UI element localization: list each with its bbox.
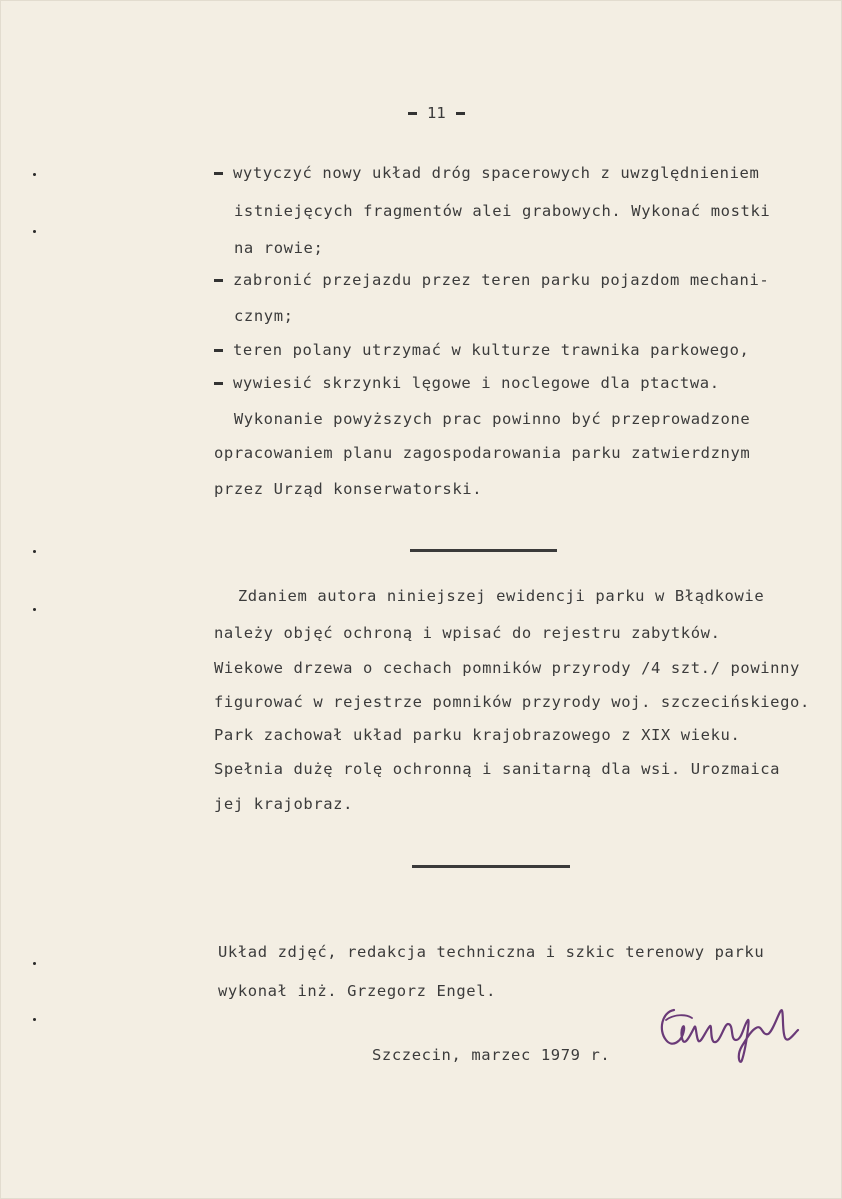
- edge-mark: [33, 550, 36, 553]
- edge-mark: [33, 230, 36, 233]
- bullet-text: wywiesić skrzynki lęgowe i noclegowe dla ptactwa.: [233, 374, 720, 392]
- bullet-item: [214, 374, 720, 392]
- bullet-item: [214, 271, 769, 289]
- paragraph-line: Zdaniem autora niniejszej ewidencji parku w Błądkowie: [218, 587, 765, 605]
- separator-rule: [410, 549, 557, 552]
- paragraph-line: Park zachował układ parku krajobrazowego z XIX wieku.: [214, 726, 741, 744]
- place-date: Szczecin, marzec 1979 r.: [372, 1046, 611, 1064]
- paragraph-line: przez Urząd konserwatorski.: [214, 480, 483, 498]
- bullet-continuation: cznym;: [234, 307, 294, 325]
- bullet-dash: [214, 349, 223, 352]
- paragraph-line: Spełnia dużę rolę ochronną i sanitarną dla wsi. Urozmaica: [214, 760, 781, 778]
- separator-rule: [412, 865, 570, 868]
- credits-line: Układ zdjęć, redakcja techniczna i szkic terenowy parku: [218, 943, 765, 961]
- bullet-continuation: na rowie;: [234, 239, 324, 257]
- paragraph-line: Wykonanie powyższych prac powinno być przeprowadzone: [214, 410, 751, 428]
- credits-line: wykonał inż. Grzegorz Engel.: [218, 982, 497, 1000]
- edge-mark: [33, 1018, 36, 1021]
- bullet-dash: [214, 279, 223, 282]
- edge-mark: [33, 608, 36, 611]
- paragraph-line: figurować w rejestrze pomników przyrody woj. szczecińskiego.: [214, 693, 810, 711]
- dash-mark: [456, 112, 465, 115]
- edge-mark: [33, 173, 36, 176]
- bullet-text: teren polany utrzymać w kulturze trawnika parkowego,: [233, 341, 750, 359]
- edge-mark: [33, 962, 36, 965]
- bullet-text: wytyczyć nowy układ dróg spacerowych z uwzględnieniem: [233, 164, 760, 182]
- paragraph-line: należy objęć ochroną i wpisać do rejestru zabytków.: [214, 624, 721, 642]
- page-number: [398, 104, 475, 122]
- paragraph-line: Wiekowe drzewa o cechach pomników przyrody /4 szt./ powinny: [214, 659, 800, 677]
- bullet-item: [214, 341, 749, 359]
- bullet-continuation: istniejęcych fragmentów alei grabowych. Wykonać mostki: [234, 202, 771, 220]
- paragraph-line: opracowaniem planu zagospodarowania parku zatwierdznym: [214, 444, 751, 462]
- dash-mark: [408, 112, 417, 115]
- bullet-item: [214, 164, 759, 182]
- paragraph-line: jej krajobraz.: [214, 795, 354, 813]
- bullet-text: zabronić przejazdu przez teren parku pojazdom mechani-: [233, 271, 770, 289]
- bullet-dash: [214, 382, 223, 385]
- handwritten-signature: [652, 990, 812, 1065]
- page-number-text: 11: [427, 104, 446, 122]
- bullet-dash: [214, 172, 223, 175]
